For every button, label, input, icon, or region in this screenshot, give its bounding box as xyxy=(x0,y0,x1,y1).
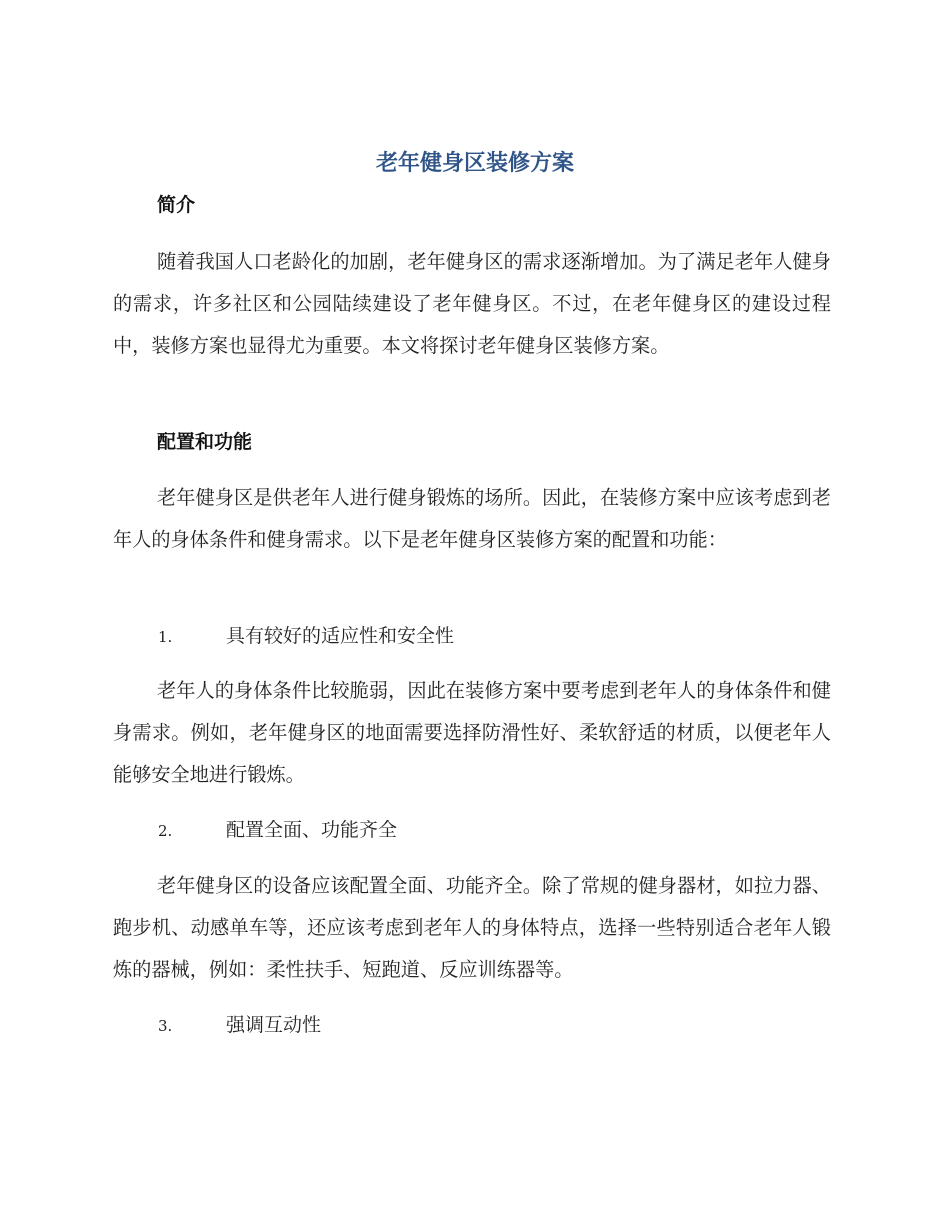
list-number: 2. xyxy=(158,822,173,840)
list-item-title: 强调互动性 xyxy=(226,1014,322,1036)
list-item-title: 具有较好的适应性和安全性 xyxy=(226,625,455,647)
intro-paragraph: 随着我国人口老龄化的加剧，老年健身区的需求逐渐增加。为了满足老年人健身的需求，许多社区和公园陆续建设了老年健身区。不过，在老年健身区的建设过程中，装修方案也显得尤为重要。本文将探讨老年健身区装修方案。 xyxy=(113,250,831,357)
list-item-2-paragraph: 老年健身区的设备应该配置全面、功能齐全。除了常规的健身器材，如拉力器、跑步机、动感单车等，还应该考虑到老年人的身体特点，选择一些特别适合老年人锻炼的器械，例如：柔性扶手、短跑道、反应训练器等。 xyxy=(113,874,831,981)
section-heading-intro: 简介 xyxy=(157,194,196,216)
list-item-2 xyxy=(158,815,397,846)
list-item-1 xyxy=(158,621,454,652)
list-item-1-paragraph: 老年人的身体条件比较脆弱，因此在装修方案中要考虑到老年人的身体条件和健身需求。例如，老年健身区的地面需要选择防滑性好、柔软舒适的材质，以便老年人能够安全地进行锻炼。 xyxy=(113,679,831,786)
section-heading-config: 配置和功能 xyxy=(157,431,253,453)
list-number: 1. xyxy=(158,628,173,646)
list-item-3 xyxy=(158,1010,321,1041)
list-number: 3. xyxy=(158,1017,173,1035)
document-title: 老年健身区装修方案 xyxy=(375,151,574,176)
config-paragraph: 老年健身区是供老年人进行健身锻炼的场所。因此，在装修方案中应该考虑到老年人的身体条件和健身需求。以下是老年健身区装修方案的配置和功能： xyxy=(113,486,831,551)
list-item-title: 配置全面、功能齐全 xyxy=(226,819,398,841)
